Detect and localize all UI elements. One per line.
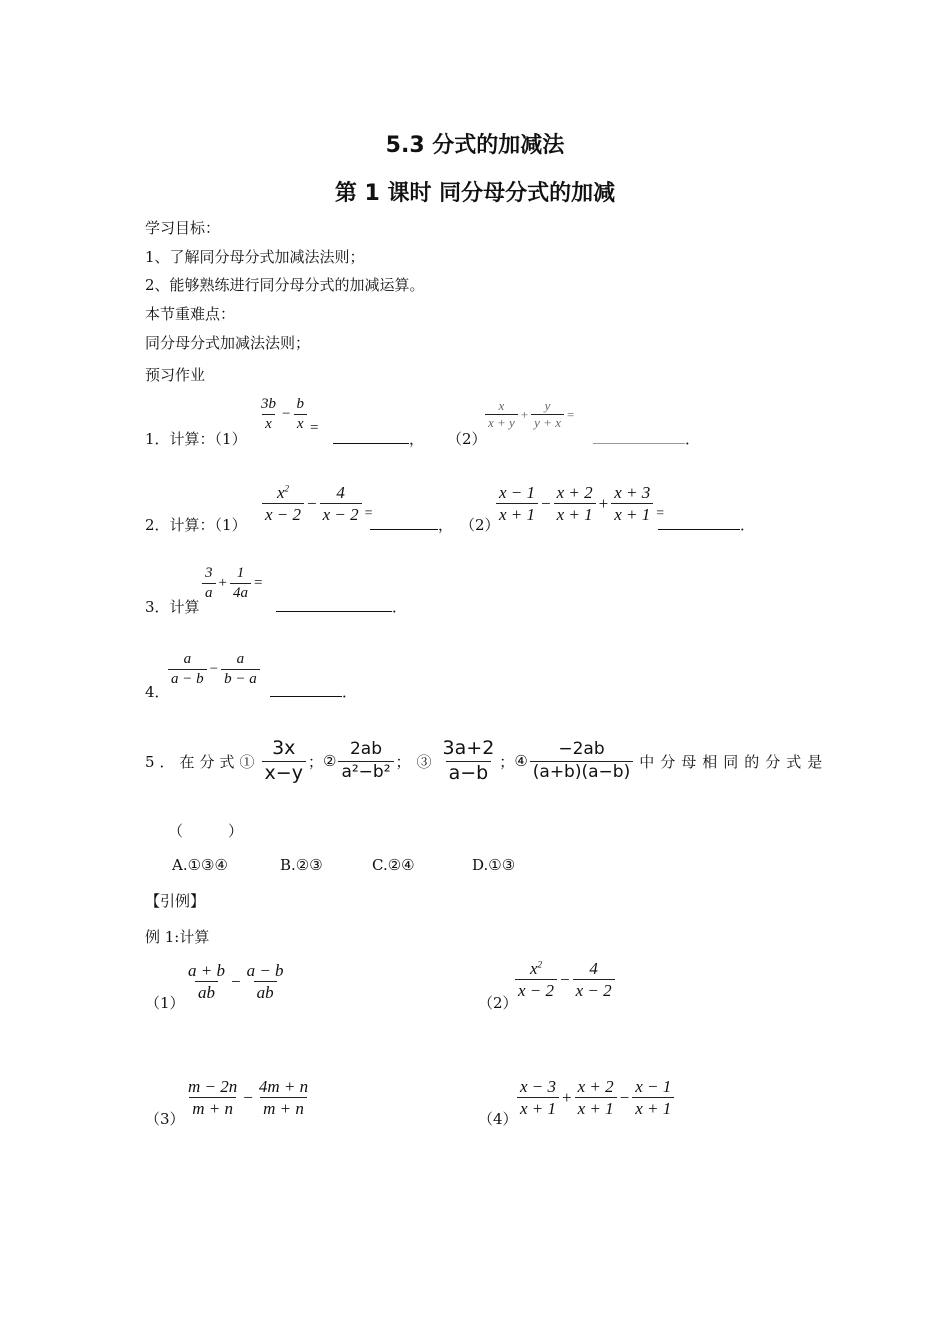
goal-2: 2、能够熟练进行同分母分式的加减运算。 bbox=[145, 276, 425, 294]
q5-option-b[interactable]: B.②③ bbox=[280, 856, 323, 874]
q5-text-end: 中分母相同的分式是 bbox=[639, 752, 829, 771]
page-title: 5.3 分式的加减法 bbox=[385, 133, 565, 158]
q4-expr: $\frac{a}{a - b}$ − $\frac{a}{b - a}$ bbox=[168, 650, 260, 689]
q2-expr-1: $\frac{x^2}{x - 2}$ − $\frac{4}{x - 2}$ = bbox=[262, 482, 376, 526]
q1-part-2-label: （2） bbox=[447, 430, 487, 448]
example-expr-1: $\frac{a + b}{ab}$ − $\frac{a - b}{ab}$ bbox=[188, 961, 284, 1003]
q5-fraction-1: $\frac{3x}{x-y}$ bbox=[262, 737, 306, 786]
q2-expr-2: $\frac{x - 1}{x + 1}$ − $\frac{x + 2}{x + 1}$ + $\frac{x + 3}{x + 1}$ = bbox=[496, 482, 667, 526]
q2-part-2-label: （2） bbox=[460, 516, 500, 534]
preview-heading: 预习作业 bbox=[145, 366, 206, 384]
q1-expr-1: $\frac{3b}{x}$ − $\frac{b}{x}$ = bbox=[261, 396, 319, 436]
q5-fraction-3: $\frac{3a+2}{a-b}$ bbox=[442, 736, 495, 784]
q3-answer-blank[interactable]: ． bbox=[276, 596, 407, 617]
key-points-text: 同分母分式加减法法则； bbox=[145, 334, 311, 352]
q1-label: 1．计算：（1） bbox=[145, 430, 247, 448]
example-part-3-label: （3） bbox=[145, 1110, 185, 1128]
key-points-heading: 本节重难点： bbox=[145, 305, 236, 323]
q5-circle-4: ④ bbox=[514, 752, 528, 770]
q5-sep-2: ；③ bbox=[395, 752, 438, 771]
q5-option-d[interactable]: D.①③ bbox=[472, 856, 516, 874]
example-expr-3: $\frac{m - 2n}{m + n}$ − $\frac{4m + n}{m + n}$ bbox=[188, 1077, 309, 1119]
lesson-subtitle: 第 1 课时 同分母分式的加减 bbox=[334, 181, 616, 206]
q3-expr: $\frac{3}{a}$ + $\frac{1}{4a}$ = bbox=[202, 564, 265, 603]
q1-answer-blank-2[interactable]: ． bbox=[593, 428, 700, 449]
q2-label: 2．计算：（1） bbox=[145, 516, 247, 534]
q3-label: 3．计算 bbox=[145, 598, 200, 616]
intro-heading: 【引例】 bbox=[145, 892, 206, 910]
q2-answer-blank-2[interactable]: ． bbox=[658, 514, 755, 535]
q5-option-c[interactable]: C.②④ bbox=[372, 856, 415, 874]
q5-answer-paren[interactable]: （ ） bbox=[168, 822, 244, 840]
q5-option-a[interactable]: A.①③④ bbox=[172, 856, 228, 874]
q5-sep-3: ； bbox=[499, 752, 515, 771]
q4-label: 4． bbox=[145, 683, 170, 701]
q2-answer-blank-1[interactable]: ， bbox=[370, 514, 453, 535]
example-part-4-label: （4） bbox=[478, 1110, 518, 1128]
q5-line bbox=[145, 732, 828, 790]
q5-circle-2: ② bbox=[322, 752, 337, 770]
example-expr-2: $\frac{x^2}{x - 2}$ − $\frac{4}{x - 2}$ bbox=[515, 958, 615, 1002]
q5-text-start: 5．在分式① bbox=[145, 752, 260, 771]
q5-fraction-2: $\frac{2ab}{\text{a²−b²}}$ bbox=[338, 739, 393, 783]
example-part-2-label: （2） bbox=[478, 994, 518, 1012]
q4-answer-blank[interactable]: ． bbox=[270, 681, 357, 702]
example-part-1-label: （1） bbox=[145, 994, 185, 1012]
example-heading: 例 1:计算 bbox=[145, 928, 210, 946]
q1-expr-2: $\frac{x}{x + y}$ + $\frac{y}{y + x}$ = bbox=[485, 398, 577, 432]
goals-heading: 学习目标： bbox=[145, 219, 221, 237]
goal-1: 1、了解同分母分式加减法法则； bbox=[145, 248, 365, 266]
q5-fraction-4: $\frac{-2ab}{(a+b)(a-b)}$ bbox=[530, 739, 633, 783]
q5-sep-1: ； bbox=[307, 752, 323, 771]
example-expr-4: $\frac{x - 3}{x + 1}$ + $\frac{x + 2}{x + 1}$ − $\frac{x - 1}{x + 1}$ bbox=[517, 1076, 674, 1120]
q1-answer-blank-1[interactable]: ， bbox=[333, 428, 424, 449]
